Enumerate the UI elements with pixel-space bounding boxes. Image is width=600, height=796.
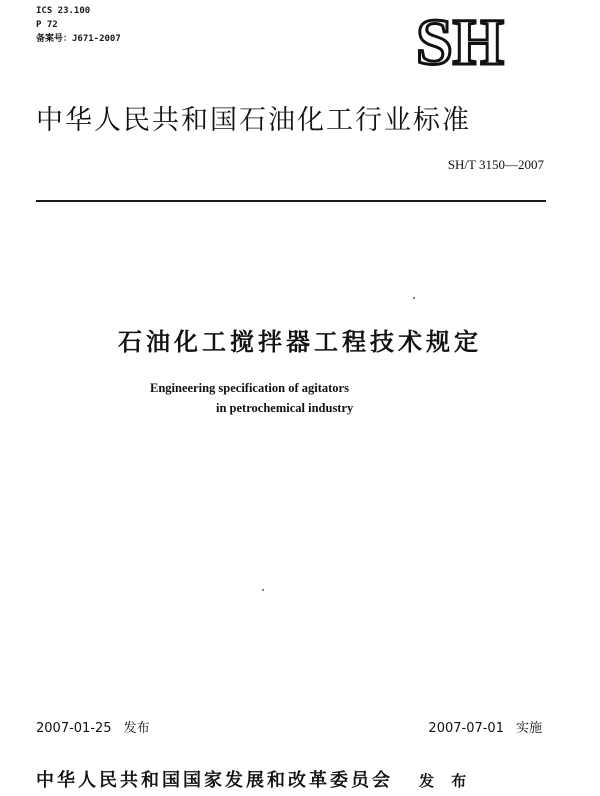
implementation-date-block xyxy=(428,717,542,736)
standard-number: SH/T 3150—2007 xyxy=(447,157,544,172)
document-title-english xyxy=(150,378,353,418)
document-title-chinese: 石油化工搅拌器工程技术规定 xyxy=(118,328,482,356)
filing-number: 备案号：J671-2007 xyxy=(36,34,121,44)
issue-label: 发布 xyxy=(123,721,150,736)
scan-speck xyxy=(413,297,415,299)
implementation-date: 2007-07-01 xyxy=(428,721,504,736)
issuing-authority xyxy=(36,766,472,792)
industry-standard-heading: 中华人民共和国石油化工行业标准 xyxy=(36,105,471,136)
implementation-label: 实施 xyxy=(515,721,542,736)
issue-date-block xyxy=(36,717,150,736)
sh-logo-text: SH xyxy=(415,8,505,72)
header-divider xyxy=(36,200,546,202)
sh-logo-graphic xyxy=(396,8,524,72)
english-title-line-1: Engineering specification of agitators xyxy=(150,381,349,395)
classification-code: P 72 xyxy=(36,20,58,30)
ics-code: ICS 23.100 xyxy=(36,6,91,16)
sh-logo xyxy=(396,8,524,72)
issuing-authority-name: 中华人民共和国国家发展和改革委员会 xyxy=(36,770,393,791)
scan-speck xyxy=(262,589,264,591)
standard-meta-block xyxy=(36,4,121,46)
english-title-line-2: in petrochemical industry xyxy=(216,401,354,415)
issuing-authority-label: 发 布 xyxy=(419,772,473,790)
issue-date: 2007-01-25 xyxy=(36,721,112,736)
